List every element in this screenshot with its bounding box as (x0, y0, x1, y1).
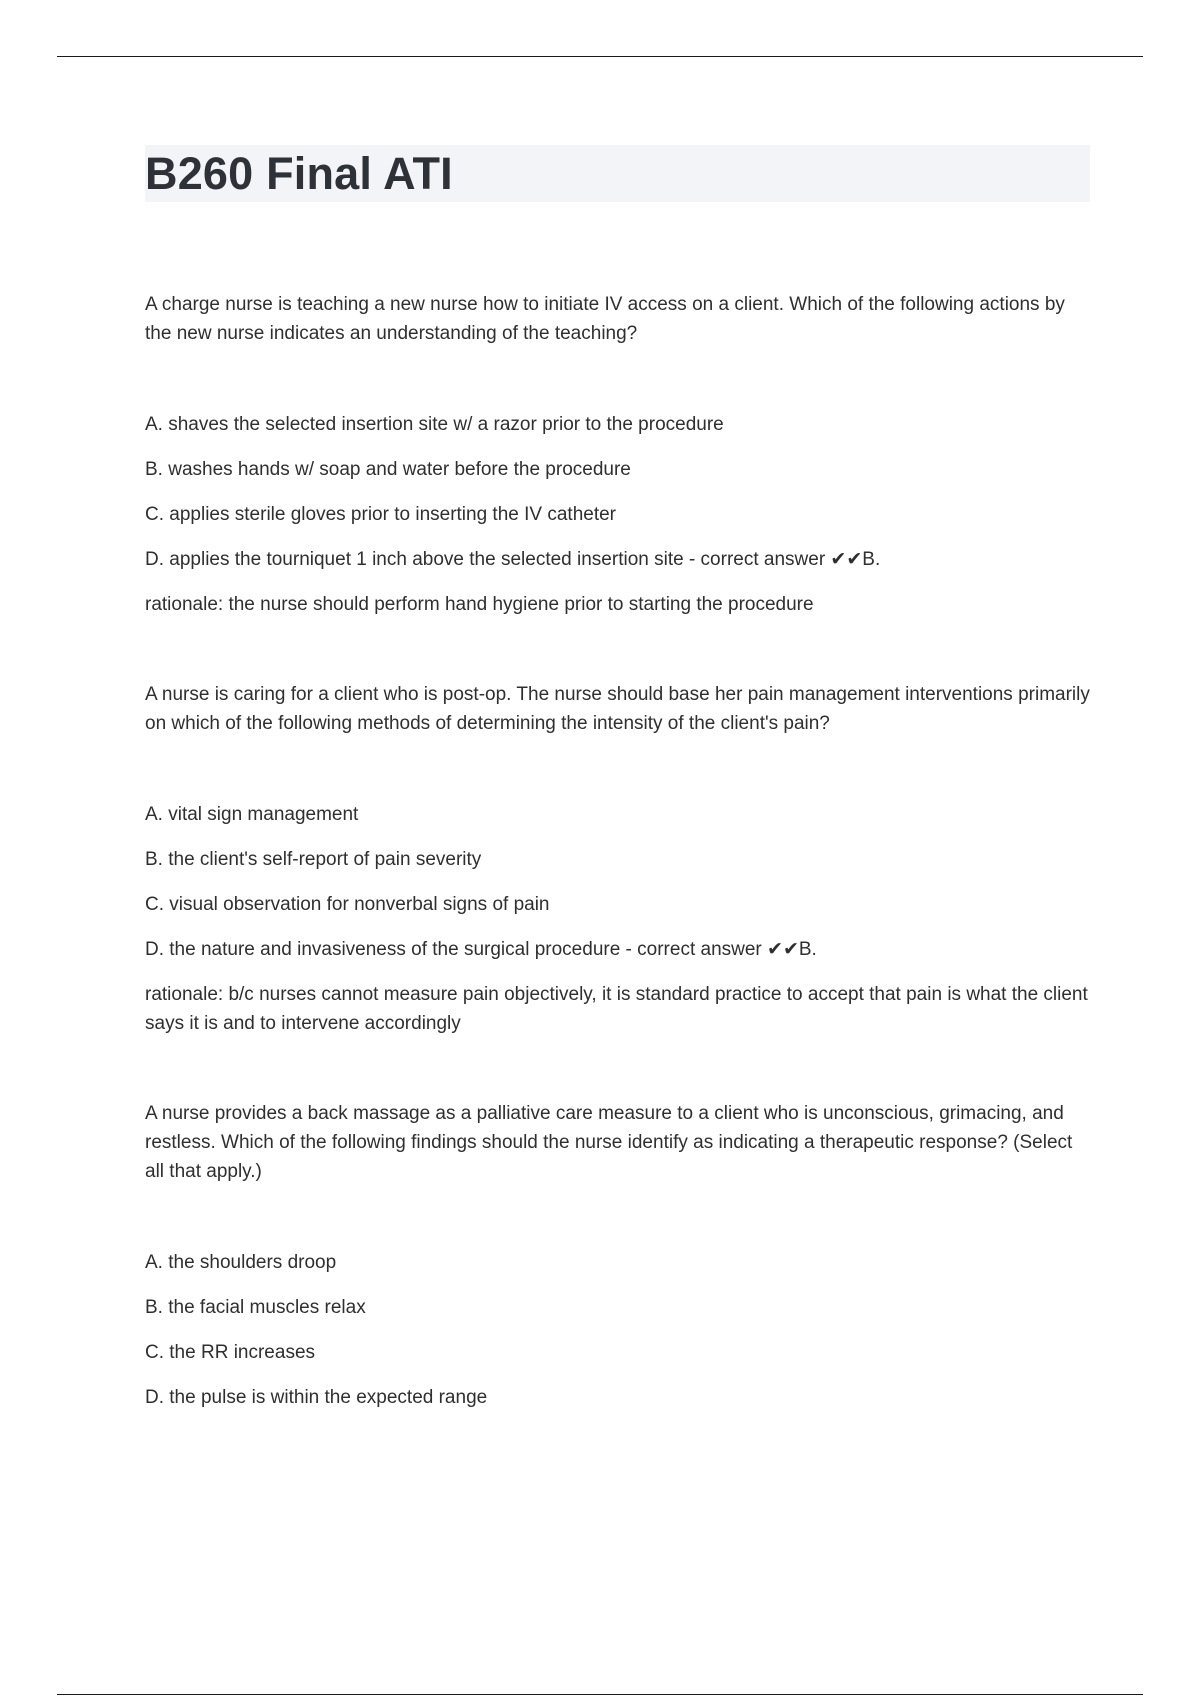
answer-option-c: C. applies sterile gloves prior to inserting the IV catheter (145, 504, 617, 525)
document-body (145, 290, 1090, 1473)
question-stem: A nurse is caring for a client who is post-op. The nurse should base her pain management interventions primarily on which of the following methods of determining the intensity of the client's pain? (145, 684, 1090, 734)
question-1 (145, 290, 1090, 619)
question-stem: A charge nurse is teaching a new nurse how to initiate IV access on a client. Which of the following actions by the new nurse indicates an understanding of the teaching? (145, 294, 1065, 344)
question-stem: A nurse provides a back massage as a palliative care measure to a client who is unconscious, grimacing, and restless. Which of the following findings should the nurse identify as indicating a therapeutic response? (Select all that apply.) (145, 1103, 1073, 1182)
rationale-text: rationale: the nurse should perform hand hygiene prior to starting the procedure (145, 594, 814, 615)
rationale-text: rationale: b/c nurses cannot measure pain objectively, it is standard practice to accept that pain is what the client says it is and to intervene accordingly (145, 984, 1088, 1034)
answer-option-c: C. visual observation for nonverbal signs of pain (145, 894, 550, 915)
bottom-rule (57, 1694, 1143, 1695)
answer-option-b: B. the client's self-report of pain severity (145, 849, 482, 870)
answer-option-a: A. shaves the selected insertion site w/ a razor prior to the procedure (145, 414, 724, 435)
answer-option-b: B. the facial muscles relax (145, 1297, 366, 1318)
top-rule (57, 56, 1143, 57)
question-3 (145, 1099, 1090, 1412)
document-title: B260 Final ATI (145, 148, 453, 199)
answer-option-d: D. applies the tourniquet 1 inch above the selected insertion site - correct answer ✔✔B. (145, 549, 881, 570)
answer-option-c: C. the RR increases (145, 1342, 316, 1363)
question-2 (145, 680, 1090, 1038)
answer-option-a: A. vital sign management (145, 804, 359, 825)
answer-option-d: D. the pulse is within the expected range (145, 1387, 488, 1408)
answer-option-d: D. the nature and invasiveness of the surgical procedure - correct answer ✔✔B. (145, 939, 817, 960)
answer-option-a: A. the shoulders droop (145, 1252, 337, 1273)
answer-option-b: B. washes hands w/ soap and water before the procedure (145, 459, 631, 480)
